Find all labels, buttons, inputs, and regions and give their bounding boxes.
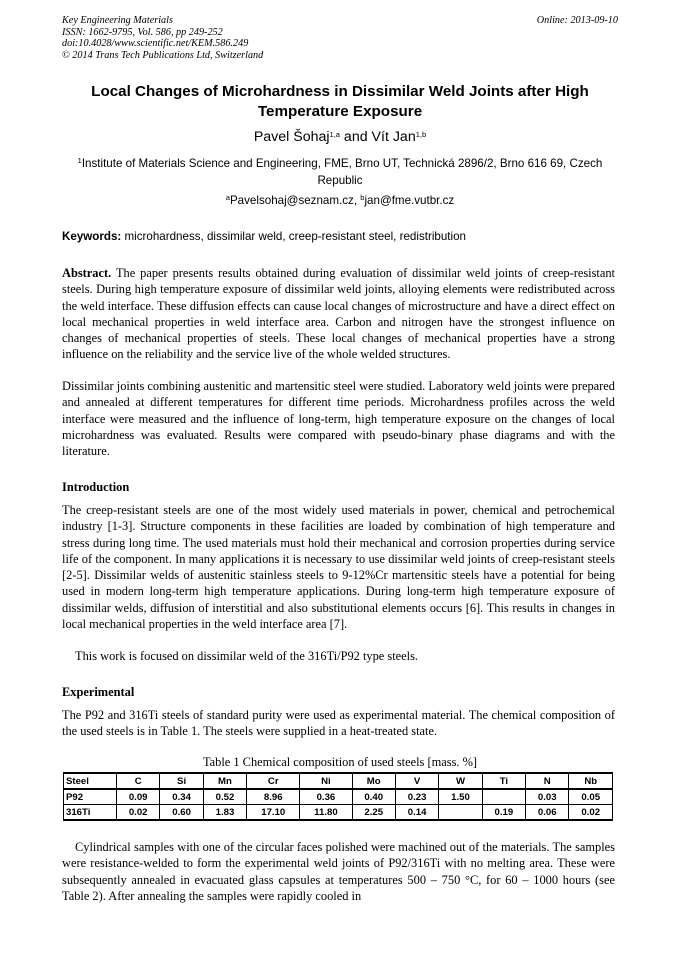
author-2: Vít Jan <box>371 129 416 145</box>
keywords-text: microhardness, dissimilar weld, creep-resistant steel, redistribution <box>121 230 467 243</box>
table-cell: 0.02 <box>569 805 613 821</box>
experimental-paragraph-2: Cylindrical samples with one of the circular faces polished were machined out of the materials. The samples were resistance-welded to form the experimental weld joints of P92/316Ti with no melting area. These were subsequently annealed in evacuated glass capsules at temperatures 500 – 750 °C, for 60 – 1000 hours (see Table 2). After annealing the samples were rapidly cooled in <box>62 840 615 903</box>
abstract-label: Abstract. <box>62 266 112 280</box>
table-cell: 0.36 <box>300 789 352 805</box>
table-cell: 0.06 <box>526 805 569 821</box>
issn-line: ISSN: 1662-9795, Vol. 586, pp 249-252 <box>62 26 223 38</box>
email-a: Pavelsohaj@seznam.cz, <box>229 194 361 207</box>
table-header-cell: Mo <box>352 773 395 789</box>
table-caption: Table 1 Chemical composition of used steels [mass. %] <box>202 755 478 769</box>
table-header-cell: Mn <box>203 773 246 789</box>
paper-title: Local Changes of Microhardness in Dissimilar Weld Joints after High Temperature Exposure <box>91 83 589 120</box>
table-cell <box>482 789 525 805</box>
introduction-paragraph-2: This work is focused on dissimilar weld of the 316Ti/P92 type steels. <box>75 649 419 663</box>
table-cell: 0.40 <box>352 789 395 805</box>
affiliation <box>62 155 618 189</box>
introduction-heading: Introduction <box>62 480 130 494</box>
table-cell: 1.50 <box>439 789 482 805</box>
table-cell: 0.52 <box>203 789 246 805</box>
table-cell: 0.14 <box>395 805 438 821</box>
table-header-cell: C <box>117 773 160 789</box>
author-1-sup: 1,a <box>329 130 340 139</box>
table-row <box>64 805 613 821</box>
author-2-sup: 1,b <box>415 130 427 139</box>
table-header-cell: N <box>526 773 569 789</box>
table-cell: 2.25 <box>352 805 395 821</box>
table-cell: 8.96 <box>247 789 300 805</box>
email-line <box>62 193 618 208</box>
journal-header <box>62 15 618 61</box>
table-cell: 0.34 <box>160 789 203 805</box>
journal-name: Key Engineering Materials <box>62 15 173 26</box>
table-cell: 0.03 <box>526 789 569 805</box>
table-cell: 0.05 <box>569 789 613 805</box>
table-cell: 0.19 <box>482 805 525 821</box>
doi-line: doi:10.4028/www.scientific.net/KEM.586.249 <box>62 38 249 50</box>
table-header-cell: V <box>395 773 438 789</box>
copyright-line: © 2014 Trans Tech Publications Ltd, Switzerland <box>62 49 264 61</box>
table-cell: P92 <box>64 789 117 805</box>
email-b: jan@fme.vutbr.cz <box>364 194 455 207</box>
table-header-cell: Ni <box>300 773 352 789</box>
table-cell: 0.09 <box>117 789 160 805</box>
table-cell: 17.10 <box>247 805 300 821</box>
abstract-text-1: The paper presents results obtained during evaluation of dissimilar weld joints of creep-resistant steels. During high temperature exposure of dissimilar weld joints, alloying elements were redistributed across the weld interface. These diffusion effects can cause local changes of microstructure and have a direct effect on local mechanical properties in weld interface area. Carbon and nitrogen have the strongest influence on changes of mechanical properties of steels. These local changes of mechanical properties have a strong influence on the reliability and the service live of the whole welded structures. <box>62 266 615 362</box>
table-header-cell: W <box>439 773 482 789</box>
chemical-composition-table <box>63 772 613 821</box>
affiliation-sup: 1 <box>77 156 82 165</box>
experimental-paragraph-1: The P92 and 316Ti steels of standard purity were used as experimental material. The chemical composition of the used steels is in Table 1. The steels were supplied in a heat-treated state. <box>62 708 615 739</box>
author-line <box>62 128 618 146</box>
keywords <box>62 229 618 244</box>
table-header-cell: Si <box>160 773 203 789</box>
table-cell: 316Ti <box>64 805 117 821</box>
table-header-cell: Cr <box>247 773 300 789</box>
online-date: Online: 2013-09-10 <box>536 15 618 26</box>
table-header-cell: Nb <box>569 773 613 789</box>
table-cell: 0.23 <box>395 789 438 805</box>
introduction-paragraph-1: The creep-resistant steels are one of the most widely used materials in power, chemical and petrochemical industry [1-3]. Structure components in these facilities are loaded by combination of high temperature and stress during long time. The used materials must hold their mechanical and corrosion properties during service life of the component. In many applications it is necessary to use dissimilar weld joints of creep-resistant steels [2-5]. Dissimilar welds of austenitic stainless steels to 9-12%Cr martensitic steels have a potential for being used in modern long-term high temperature applications. During long-term high temperature exposure of dissimilar welds, diffusion of interstitial and also substitutional elements occurs [6]. This results in changes in local mechanical properties in the weld interface area [7]. <box>62 503 615 632</box>
abstract-paragraph-2: Dissimilar joints combining austenitic and martensitic steel were studied. Laboratory weld joints were prepared and annealed at different temperatures for different time periods. Microhardness profiles across the weld interface were measured and the influence of long-term, high temperature exposure on the changes of local microhardness was evaluated. Results were compared with pseudo-binary phase diagrams and with the literature. <box>62 379 615 459</box>
table-row <box>64 789 613 805</box>
table-cell: 11.80 <box>300 805 352 821</box>
table-header-row <box>64 773 613 789</box>
email-a-sup: a <box>225 193 230 202</box>
keywords-label: Keywords: <box>62 230 122 243</box>
table-cell <box>439 805 482 821</box>
affiliation-text: Institute of Materials Science and Engineering, FME, Brno UT, Technická 2896/2, Brno 616 69, Czech Republic <box>81 157 603 187</box>
author-and: and <box>339 129 372 145</box>
author-1: Pavel Šohaj <box>253 129 330 145</box>
table-cell: 0.60 <box>160 805 203 821</box>
experimental-heading: Experimental <box>62 685 135 699</box>
table-header-cell: Ti <box>482 773 525 789</box>
abstract-paragraph-1 <box>62 265 615 363</box>
email-b-sup: b <box>360 193 365 202</box>
table-cell: 0.02 <box>117 805 160 821</box>
table-cell: 1.83 <box>203 805 246 821</box>
table-header-cell: Steel <box>64 773 117 789</box>
